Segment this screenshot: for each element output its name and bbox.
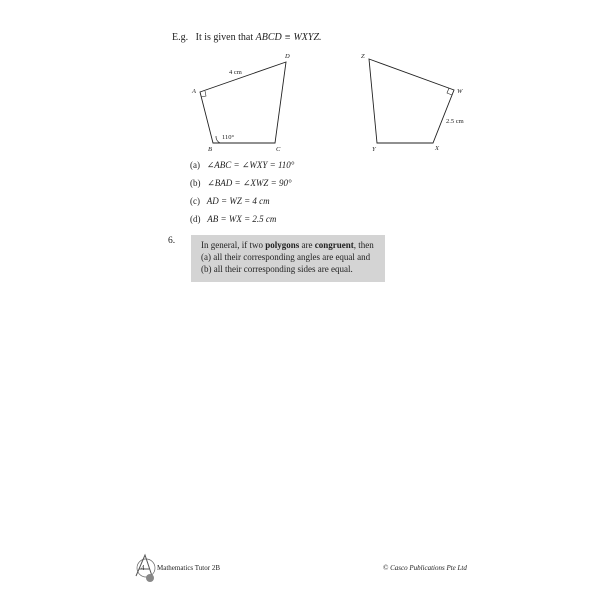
angle-label-b: 110° bbox=[222, 134, 235, 141]
vertex-label-a: A bbox=[192, 88, 196, 95]
vertex-label-b: B bbox=[208, 146, 212, 153]
vertex-label-y: Y bbox=[372, 146, 376, 153]
side-label-ad: 4 cm bbox=[229, 69, 242, 76]
vertex-label-d: D bbox=[285, 53, 290, 60]
vertex-label-z: Z bbox=[361, 53, 365, 60]
page-number: 4 bbox=[141, 564, 145, 572]
copyright-text: © Casco Publications Pte Ltd bbox=[383, 564, 467, 572]
vertex-label-c: C bbox=[276, 146, 281, 153]
book-title: Mathematics Tutor 2B bbox=[157, 564, 221, 572]
vertex-label-x: X bbox=[435, 145, 439, 152]
summary-box bbox=[191, 235, 385, 282]
quadrilateral-abcd bbox=[200, 62, 286, 143]
example-statement: ABCD ≡ WXYZ. bbox=[255, 32, 322, 43]
example-text: It is given that bbox=[195, 32, 256, 43]
quadrilateral-wxyz bbox=[369, 59, 454, 143]
publisher-logo-icon bbox=[136, 555, 155, 582]
note-number: 6. bbox=[168, 236, 176, 246]
summary-line-1: In general, if two polygons are congruent, then bbox=[201, 240, 374, 250]
vertex-label-w: W bbox=[457, 88, 463, 95]
summary-line-3: (b) all their corresponding sides are equal. bbox=[201, 264, 353, 274]
right-angle-mark-a bbox=[201, 91, 206, 97]
side-label-wx: 2.5 cm bbox=[446, 118, 464, 125]
example-prefix: E.g. bbox=[172, 32, 189, 43]
list-item: (b) ∠BAD = ∠XWZ = 90° bbox=[190, 178, 292, 188]
list-item: (d) AB = WX = 2.5 cm bbox=[190, 214, 277, 224]
list-item: (a) ∠ABC = ∠WXY = 110° bbox=[190, 160, 295, 170]
summary-line-2: (a) all their corresponding angles are equal and bbox=[201, 252, 371, 262]
angle-arc-b bbox=[216, 136, 220, 143]
list-item: (c) AD = WZ = 4 cm bbox=[190, 196, 270, 206]
